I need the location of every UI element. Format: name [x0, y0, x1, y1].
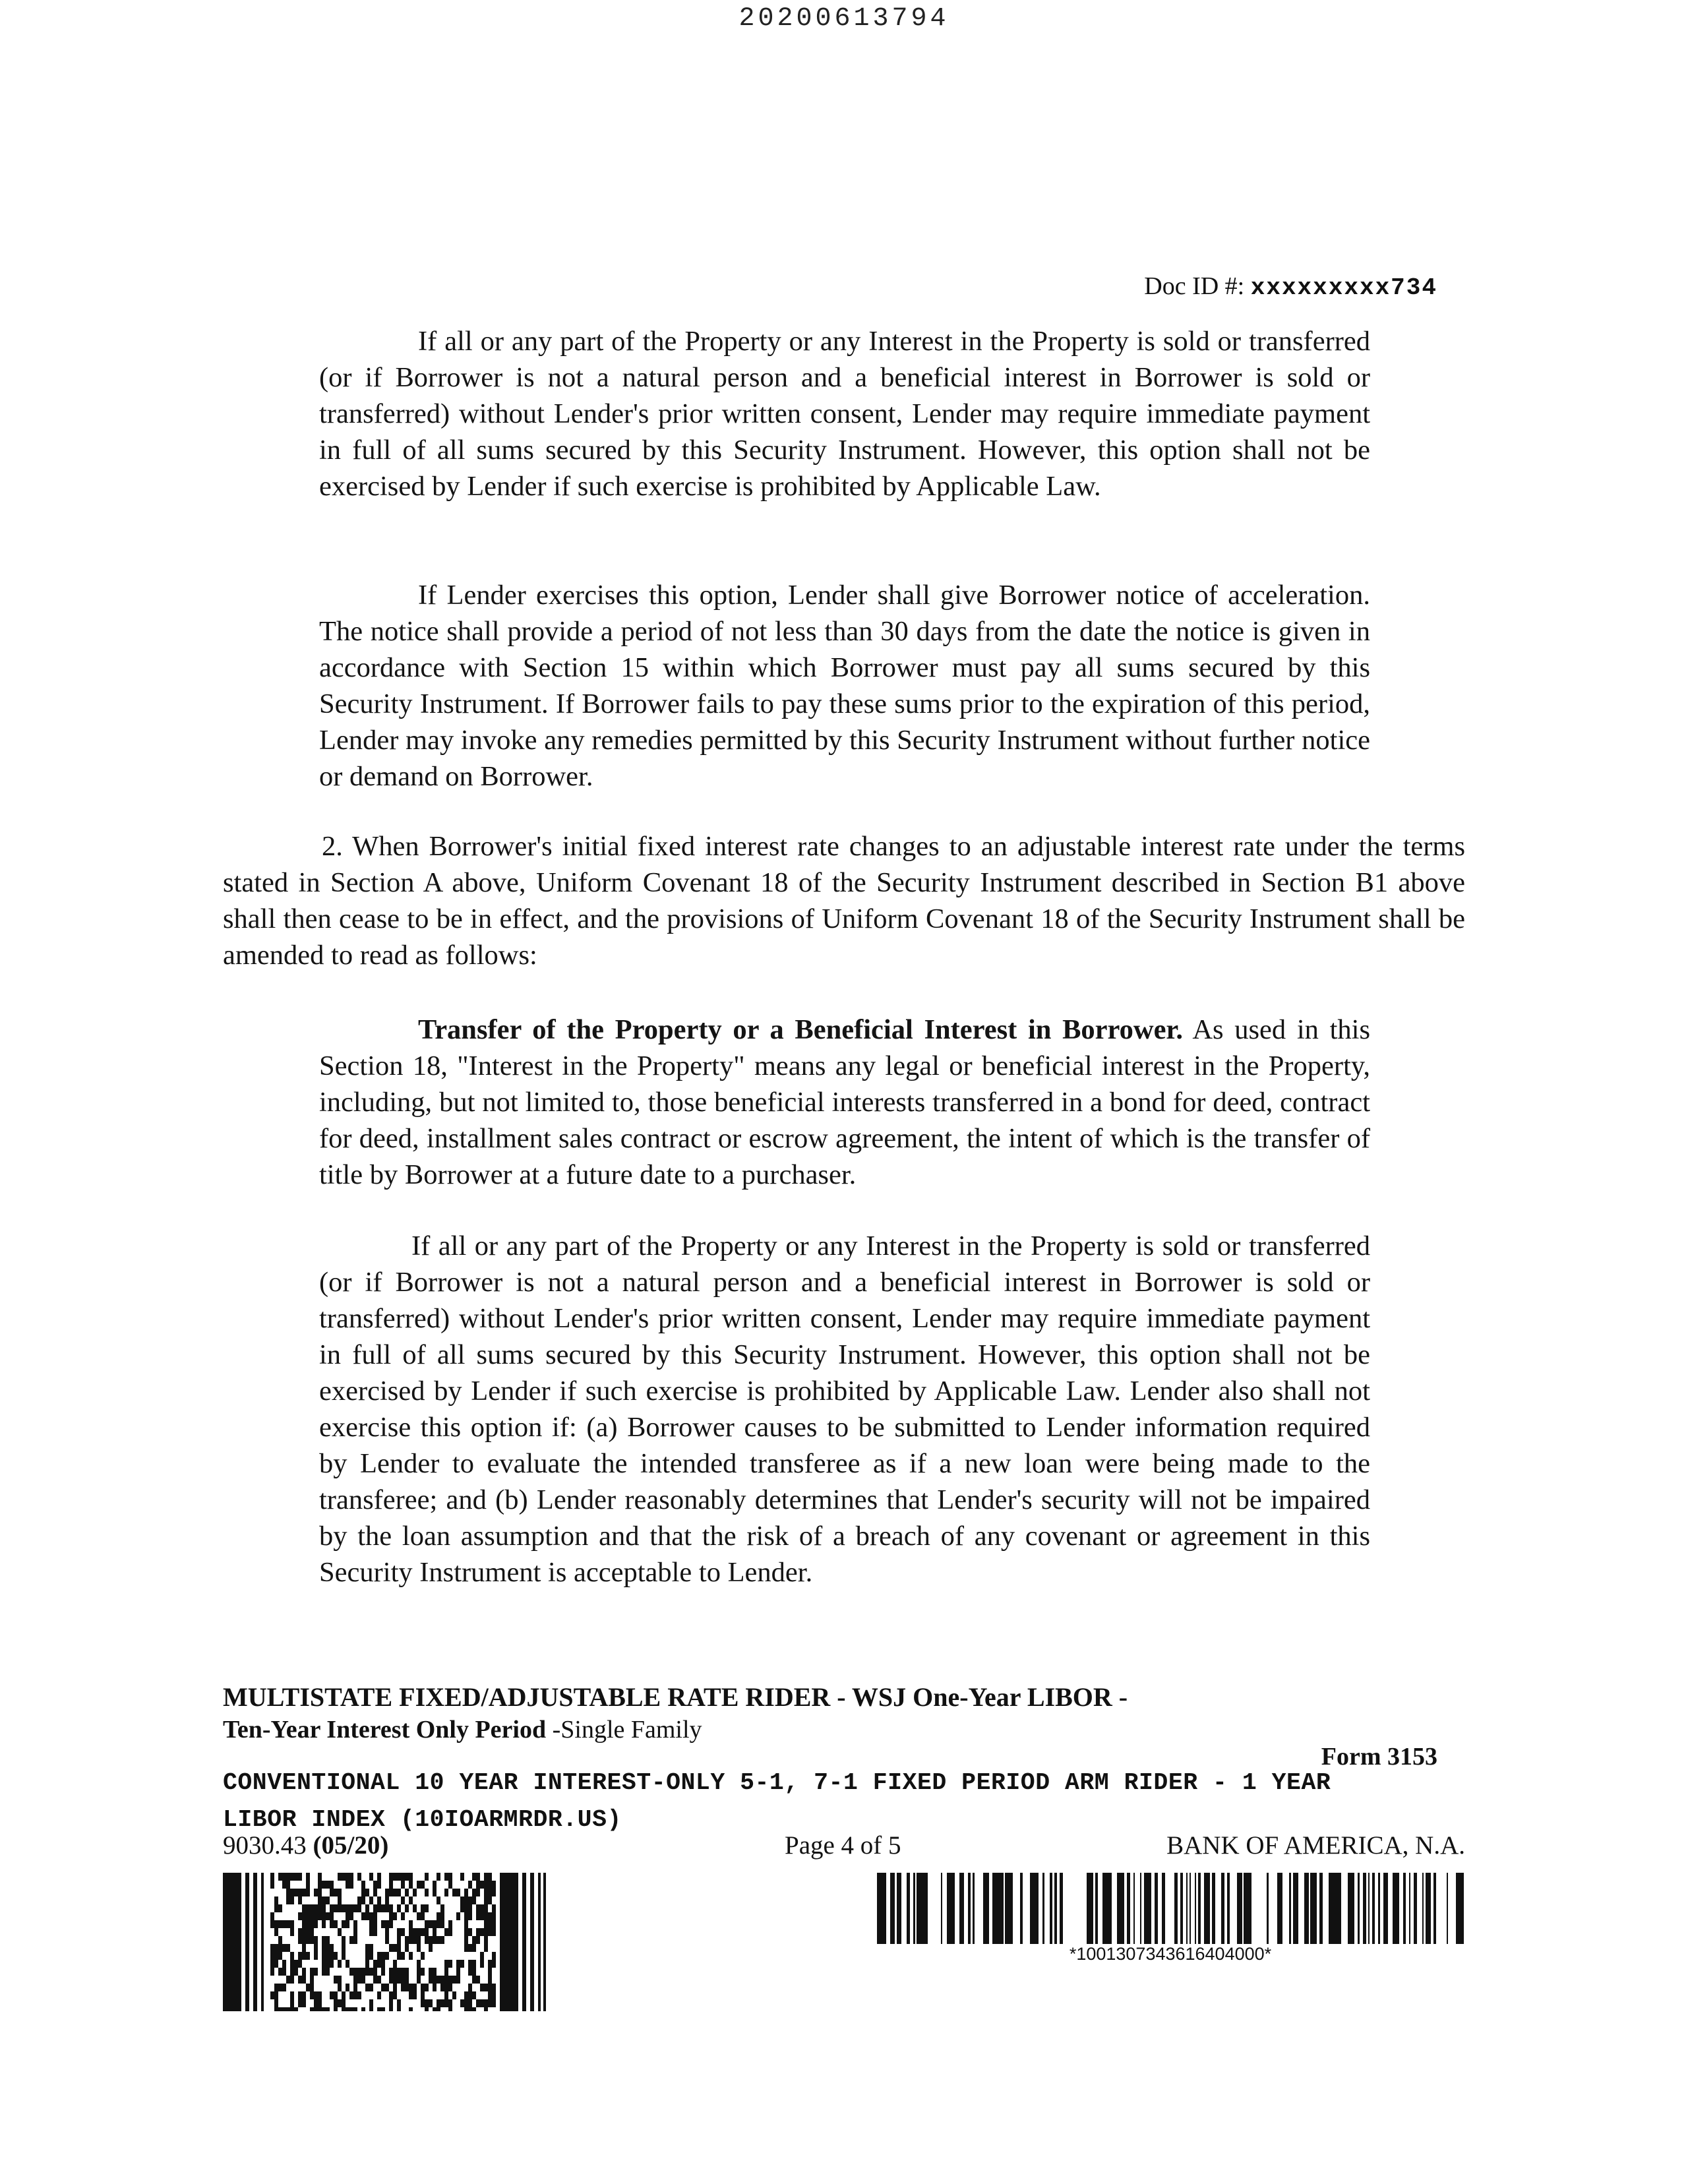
page-indicator: Page 4 of 5: [785, 1831, 901, 1860]
doc-id-value: xxxxxxxxx734: [1250, 274, 1437, 301]
section-definition-text: As used in this Section 18, "Interest in the Property" means any legal or beneficial interest in the Property, including, but not limited to, those beneficial interests transferred in a bond for deed, contract for deed, installment sales contract or escrow agreement, the intent of which is the transfer of title by Borrower at a future date to a purchaser.: [319, 1014, 1370, 1190]
doc-id: [1144, 272, 1437, 301]
form-version-date: (05/20): [313, 1831, 389, 1860]
rider-subtitle-type: -Single Family: [546, 1716, 702, 1744]
lender-name: BANK OF AMERICA, N.A.: [1166, 1831, 1465, 1860]
form-version: [223, 1831, 388, 1860]
linear-barcode: [877, 1873, 1464, 1944]
rider-subtitle-period: Ten-Year Interest Only Period: [223, 1716, 547, 1744]
form-number: Form 3153: [1321, 1743, 1437, 1771]
barcode-number: *1001307343616404000*: [1069, 1944, 1272, 1964]
pdf417-barcode: [223, 1873, 546, 2011]
rider-title: MULTISTATE FIXED/ADJUSTABLE RATE RIDER - WSJ One-Year LIBOR -: [223, 1682, 1128, 1712]
paragraph-transfer-conditions: If all or any part of the Property or any Interest in the Property is sold or transferred (or if Borrower is not a natural person and a beneficial interest in Borrower is sold or transferred) without Lender's prior written consent, Lender may require immediate payment in full of all sums secured by this Security Instrument. However, this option shall not be exercised by Lender if such exercise is prohibited by Applicable Law. Lender also shall not exercise this option if: (a) Borrower causes to be submitted to Lender information required by Lender to evaluate the intended transferee as if a new loan were being made to the transferee; and (b) Lender reasonably determines that Lender's security will not be impaired by the loan assumption and that the risk of a breach of any covenant or agreement in this Security Instrument is acceptable to Lender.: [319, 1230, 1370, 1588]
form-version-number: 9030.43: [223, 1831, 307, 1860]
doc-id-label: Doc ID #:: [1144, 272, 1245, 300]
rider-code-line-1: CONVENTIONAL 10 YEAR INTEREST-ONLY 5-1, 7-1 FIXED PERIOD ARM RIDER - 1 YEAR: [223, 1769, 1331, 1796]
rider-subtitle: [223, 1714, 702, 1745]
paragraph-covenant-amendment: 2. When Borrower's initial fixed interest rate changes to an adjustable interest rate under the terms stated in Section A above, Uniform Covenant 18 of the Security Instrument described in Section B1 above shall then cease to be in effect, and the provisions of Uniform Covenant 18 of the Security Instrument shall be amended to read as follows:: [223, 831, 1465, 971]
paragraph-transfer-definition: [319, 1012, 1370, 1193]
rider-code-line-2: LIBOR INDEX (10IOARMRDR.US): [223, 1806, 622, 1833]
paragraph-transfer-consent: If all or any part of the Property or any Interest in the Property is sold or transferred (or if Borrower is not a natural person and a beneficial interest in Borrower is sold or transferred) without Lender's prior written consent, Lender may require immediate payment in full of all sums secured by this Security Instrument. However, this option shall not be exercised by Lender if such exercise is prohibited by Applicable Law.: [319, 326, 1370, 502]
section-heading: Transfer of the Property or a Beneficial Interest in Borrower.: [418, 1014, 1184, 1045]
paragraph-acceleration-notice: If Lender exercises this option, Lender shall give Borrower notice of acceleration. The notice shall provide a period of not less than 30 days from the date the notice is given in accordance with Section 15 within which Borrower must pay all sums secured by this Security Instrument. If Borrower fails to pay these sums prior to the expiration of this period, Lender may invoke any remedies permitted by this Security Instrument without further notice or demand on Borrower.: [319, 580, 1370, 792]
document-number: 20200613794: [738, 4, 950, 34]
